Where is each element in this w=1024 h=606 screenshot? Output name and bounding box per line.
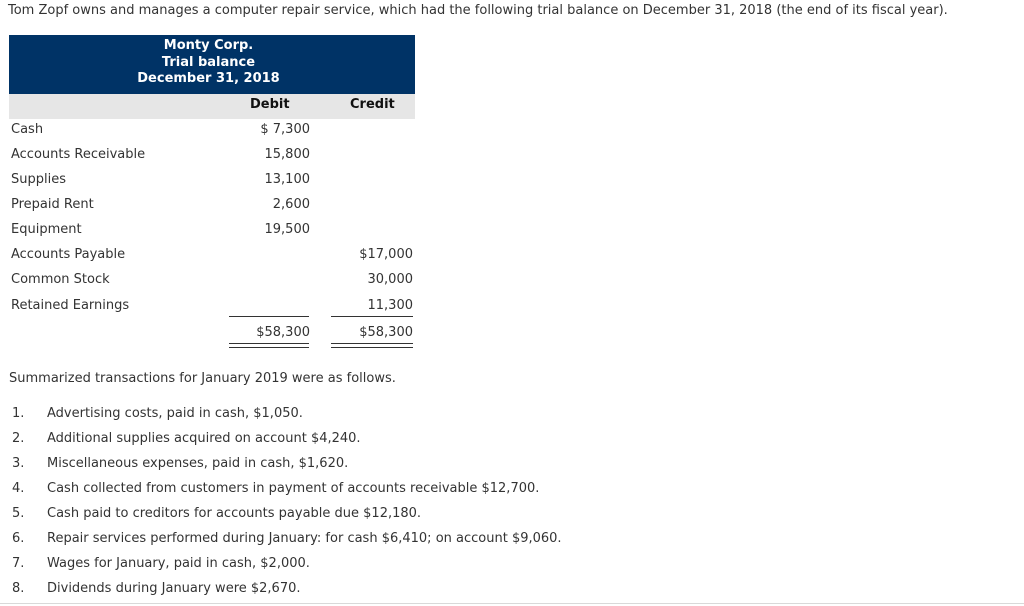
debit-amount: $ 7,300 [260, 122, 310, 137]
item-text: Miscellaneous expenses, paid in cash, $1,620. [47, 456, 349, 471]
item-number: 3. [12, 456, 25, 471]
item-number: 4. [12, 481, 25, 496]
bottom-divider [0, 603, 1024, 604]
account-name: Retained Earnings [11, 298, 130, 313]
total-debit: $58,300 [256, 325, 310, 340]
item-number: 2. [12, 431, 25, 446]
credit-amount: 30,000 [367, 272, 413, 287]
trial-balance-header [9, 35, 415, 94]
table-row [0, 170, 420, 195]
table-row [0, 296, 420, 321]
table-row [0, 195, 420, 220]
table-row [0, 220, 420, 245]
account-name: Common Stock [11, 272, 110, 287]
transactions-heading: Summarized transactions for January 2019 were as follows. [9, 371, 396, 386]
item-number: 5. [12, 506, 25, 521]
credit-total-double-rule [331, 343, 413, 348]
table-row [0, 145, 420, 170]
item-text: Cash paid to creditors for accounts payable due $12,180. [47, 506, 422, 521]
problem-intro: Tom Zopf owns and manages a computer repair service, which had the following trial balance on December 31, 2018 (the end of its fiscal year). [8, 3, 948, 18]
table-row [0, 270, 420, 295]
item-text: Additional supplies acquired on account $4,240. [47, 431, 361, 446]
credit-subtotal-rule [331, 316, 413, 317]
item-number: 1. [12, 406, 25, 421]
account-name: Supplies [11, 172, 66, 187]
item-number: 6. [12, 531, 25, 546]
item-text: Dividends during January were $2,670. [47, 581, 301, 596]
debit-amount: 19,500 [264, 222, 310, 237]
item-number: 7. [12, 556, 25, 571]
item-text: Cash collected from customers in payment of accounts receivable $12,700. [47, 481, 540, 496]
account-name: Accounts Receivable [11, 147, 146, 162]
item-text: Repair services performed during January: for cash $6,410; on account $9,060. [47, 531, 562, 546]
account-name: Prepaid Rent [11, 197, 94, 212]
debit-subtotal-rule [229, 316, 309, 317]
debit-column-header: Debit [250, 97, 290, 112]
debit-amount: 13,100 [264, 172, 310, 187]
table-row [0, 120, 420, 145]
debit-total-double-rule [229, 343, 309, 348]
statement-title: Trial balance [161, 54, 256, 70]
item-text: Wages for January, paid in cash, $2,000. [47, 556, 310, 571]
account-name: Equipment [11, 222, 82, 237]
item-number: 8. [12, 581, 25, 596]
debit-amount: 2,600 [272, 197, 310, 212]
total-credit: $58,300 [359, 325, 413, 340]
company-name: Monty Corp. [163, 38, 254, 53]
account-name: Cash [11, 122, 44, 137]
column-header-row [9, 94, 415, 119]
credit-amount: 11,300 [367, 298, 413, 313]
credit-column-header: Credit [350, 97, 395, 112]
credit-amount: $17,000 [359, 247, 413, 262]
account-name: Accounts Payable [11, 247, 126, 262]
debit-amount: 15,800 [264, 147, 310, 162]
item-text: Advertising costs, paid in cash, $1,050. [47, 406, 303, 421]
statement-date: December 31, 2018 [137, 71, 280, 86]
table-row [0, 245, 420, 270]
